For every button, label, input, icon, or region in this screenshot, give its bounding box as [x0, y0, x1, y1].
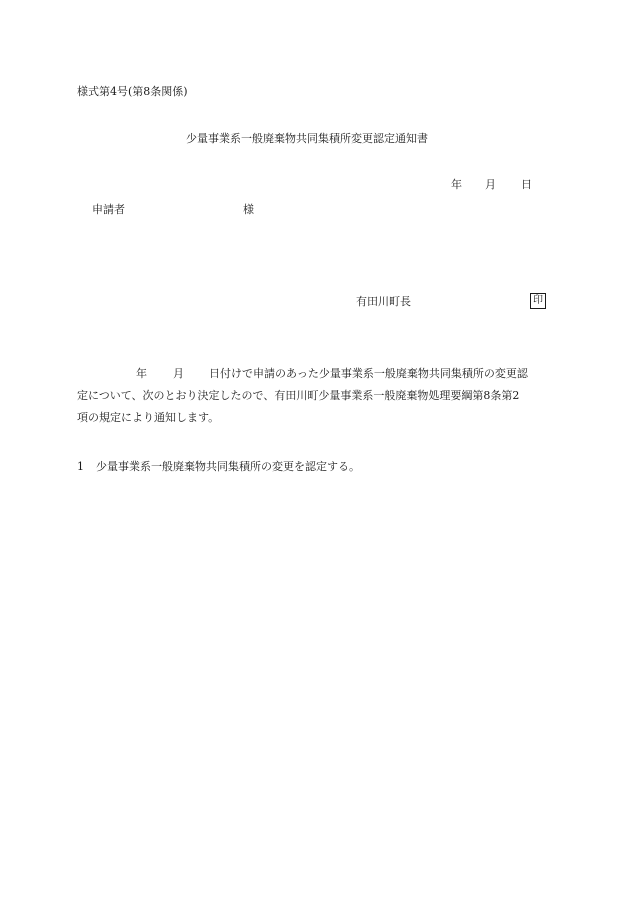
body-line-3: 項の規定により通知します。	[77, 411, 220, 424]
date-year-label: 年	[451, 178, 462, 191]
body-year-label: 年	[136, 367, 147, 380]
document-title: 少量事業系一般廃棄物共同集積所変更認定通知書	[186, 132, 428, 145]
issuer-title: 有田川町長	[356, 295, 411, 308]
seal-mark: 印	[530, 293, 546, 309]
body-month-label: 月	[173, 367, 184, 380]
body-line-2: 定について、次のとおり決定したので、有田川町少量事業系一般廃棄物処理要綱第8条第2	[77, 389, 520, 402]
date-month-label: 月	[485, 178, 496, 191]
item-number: 1	[77, 460, 84, 473]
item-text: 少量事業系一般廃棄物共同集積所の変更を認定する。	[96, 460, 360, 473]
date-day-label: 日	[521, 178, 532, 191]
applicant-label: 申請者	[92, 203, 125, 216]
body-line-1: 日付けで申請のあった少量事業系一般廃棄物共同集積所の変更認	[209, 367, 528, 380]
form-number: 様式第4号(第8条関係)	[77, 85, 188, 98]
applicant-honorific: 様	[243, 203, 254, 216]
